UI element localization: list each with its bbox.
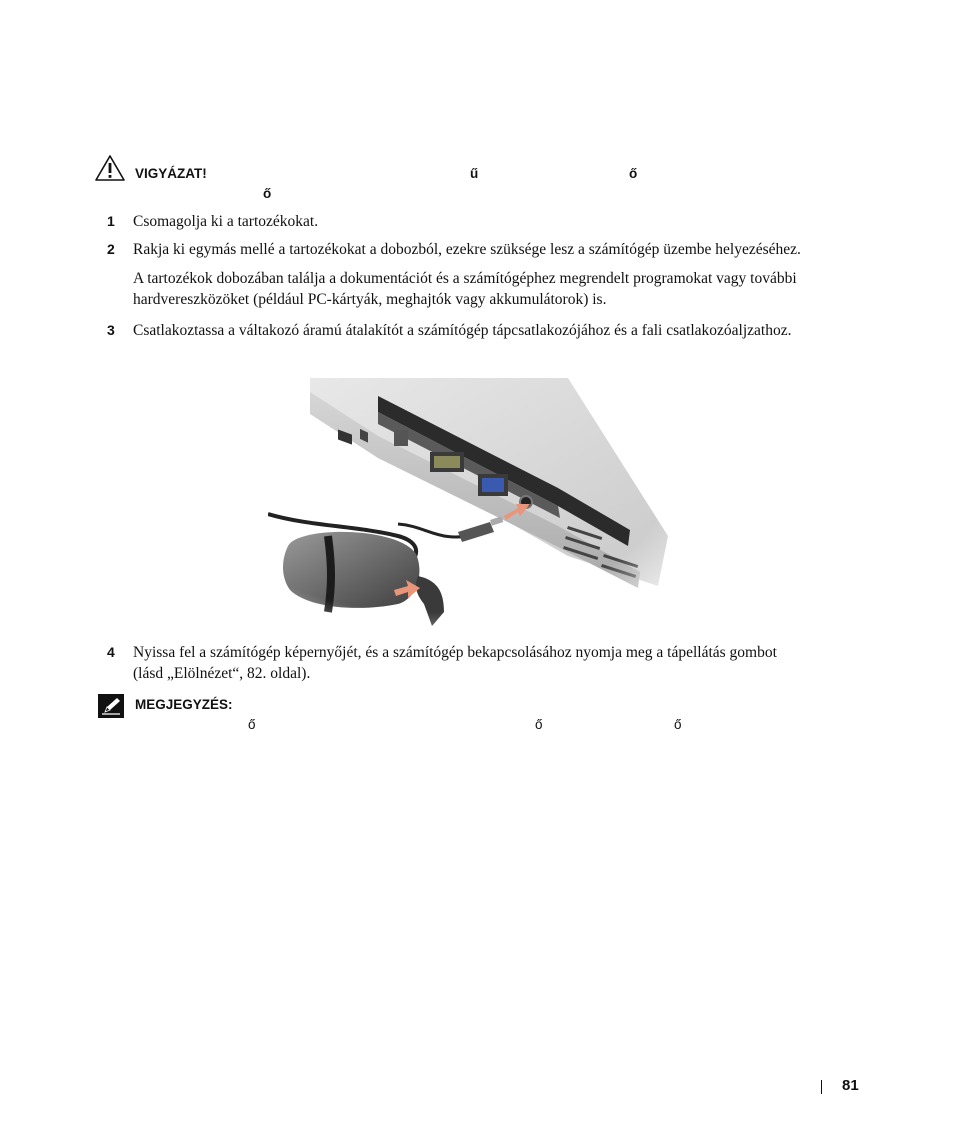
step-text: A tartozékok dobozában találja a dokumentációt és a számítógéphez megrendelt programokat vagy további (133, 270, 797, 287)
step-text: Nyissa fel a számítógép képernyőjét, és a számítógép bekapcsolásához nyomja meg a tápellátás gombot (133, 644, 777, 661)
step-number: 2 (107, 241, 115, 257)
ac-adapter-connection-illustration (268, 376, 668, 630)
step-text: Rakja ki egymás mellé a tartozékokat a dobozból, ezekre szüksége lesz a számítógép üzembe helyezéséhez. (133, 241, 801, 258)
step-text: Csomagolja ki a tartozékokat. (133, 213, 319, 230)
note-fragment: ő (535, 717, 543, 732)
caution-fragment: ő (263, 186, 272, 201)
note-fragment: ő (248, 717, 256, 732)
caution-label: VIGYÁZAT! (135, 166, 207, 181)
step-text: Csatlakoztassa a váltakozó áramú átalakítót a számítógép tápcsatlakozójához és a fali csatlakozóaljzathoz. (133, 322, 792, 339)
caution-fragment: ő (629, 166, 638, 181)
note-notice (98, 694, 858, 738)
warning-triangle-icon (94, 154, 126, 182)
footer-separator (821, 1080, 822, 1094)
caution-fragment: ű (470, 166, 479, 181)
step-number: 4 (107, 644, 115, 660)
step-text: hardvereszközöket (például PC-kártyák, meghajtók vagy akkumulátorok) is. (133, 291, 607, 308)
caution-notice (94, 154, 874, 204)
step-number: 1 (107, 213, 115, 229)
page-number: 81 (842, 1077, 859, 1094)
step-text: (lásd „Elölnézet“, 82. oldal). (133, 665, 311, 682)
note-fragment: ő (674, 717, 682, 732)
note-label: MEGJEGYZÉS: (135, 697, 233, 712)
step-number: 3 (107, 322, 115, 338)
note-pencil-icon (98, 694, 124, 718)
